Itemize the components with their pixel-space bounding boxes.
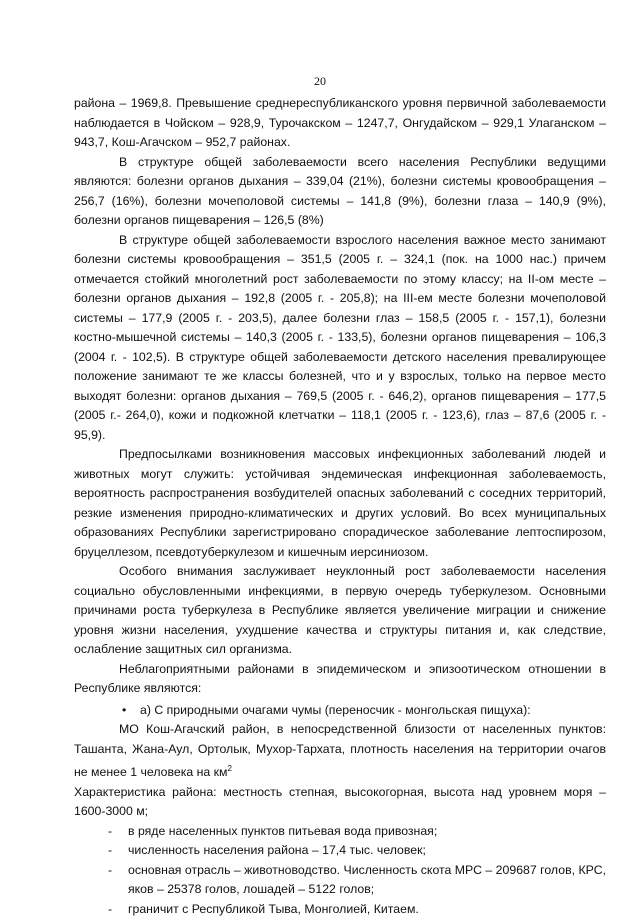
- dash-list: [74, 822, 606, 919]
- characteristic-paragraph: Характеристика района: местность степная, высокогорная, высота над уровнем моря – 1600-3000 м;: [74, 784, 606, 819]
- dash-marker: -: [108, 901, 113, 916]
- list-item-text: граничит с Республикой Тыва, Монголией, Китаем.: [128, 901, 419, 916]
- list-item-text: основная отрасль – животноводство. Численность скота МРС – 209687 голов, КРС, яков – 25378 голов, лошадей – 5122 голов;: [128, 862, 606, 897]
- list-item: [74, 841, 606, 861]
- list-item: [74, 900, 606, 919]
- mo-text: МО Кош-Агачский район, в непосредственной близости от населенных пунктов: Ташанта, Жана-Аул, Ортолык, Мухор-Тархата, плотность населения на территории очагов не менее 1 человека на км: [74, 722, 606, 780]
- paragraph-3: В структуре общей заболеваемости взрослого населения важное место занимают болезни системы кровообращения – 351,5 (2005 г. – 324,1 (пок. на 1000 нас.) причем отмечается стойкий многолетний рост заболеваемости по этому классу; на II-ом месте – болезни органов дыхания – 192,8 (2005 г. - 205,8); на III-ем месте болезни мочеполовой системы – 177,9 (2005 г. - 203,5), далее болезни глаз – 158,5 (2005 г. - 157,1), болезни костно-мышечной системы – 140,3 (2005 г. - 133,5), болезни органов пищеварения – 106,3 (2004 г. - 102,5). В структуре общей заболеваемости детского населения превалирующее положение занимают те же классы болезней, что и у взрослых, только на первое место выходят болезни: органов дыхания – 769,5 (2005 г. - 646,2), органов пищеварения – 177,5 (2005 г.- 264,0), кожи и подкожной клетчатки – 118,1 (2005 г. - 123,6), глаз – 87,6 (2005 г. - 95,9).: [74, 232, 606, 442]
- list-item-text: численность населения района – 17,4 тыс. человек;: [128, 843, 426, 858]
- list-item: [74, 822, 606, 842]
- page-number: 20: [314, 74, 326, 88]
- paragraph-4: Предпосылками возникновения массовых инфекционных заболеваний людей и животных могут служить: устойчивая эндемическая инфекционная заболеваемость, вероятность распространения возбудителей опасных заболеваний с соседних территорий, резкие изменения природно-климатических и других условий. Во всех муниципальных образованиях Республики зарегистрировано спорадическое заболевание лептоспирозом, бруцеллезом, псевдотуберкулезом и кишечным иерсиниозом.: [74, 447, 606, 559]
- document-body: [74, 94, 606, 919]
- bullet-icon: •: [122, 702, 127, 717]
- dash-marker: -: [108, 862, 113, 877]
- paragraph-5: Особого внимания заслуживает неуклонный рост заболеваемости населения социально обусловленными инфекциями, в первую очередь туберкулезом. Основными причинами роста туберкулеза в Республике является увеличение миграции и снижение уровня жизни населения, ухудшение качества и структуры питания и, как следствие, ослабление защитных сил организма.: [74, 564, 606, 656]
- mo-superscript: 2: [227, 764, 232, 773]
- paragraph-1: района – 1969,8. Превышение среднереспубликанского уровня первичной заболеваемости наблюдается в Чойском – 928,9, Турочакском – 1247,7, Онгудайском – 929,1 Улаганском – 943,7, Кош-Агачском – 952,7 районах.: [74, 96, 606, 149]
- list-item-text: в ряде населенных пунктов питьевая вода привозная;: [128, 823, 438, 838]
- paragraph-2: В структуре общей заболеваемости всего населения Республики ведущими являются: болезни органов дыхания – 339,04 (21%), болезни системы кровообращения – 256,7 (16%), болезни мочеполовой системы – 141,8 (9%), болезни глаза – 140,9 (9%), болезни органов пищеварения – 126,5 (8%): [74, 154, 606, 227]
- bullet-text: а) С природными очагами чумы (переносчик - монгольская пищуха):: [140, 702, 531, 717]
- mo-paragraph: [74, 720, 606, 783]
- dash-marker: -: [108, 843, 113, 858]
- dash-marker: -: [108, 823, 113, 838]
- paragraph-6: Неблагоприятными районами в эпидемическом и эпизоотическом отношении в Республике являются:: [74, 661, 606, 695]
- bullet-item: [74, 701, 606, 721]
- list-item: [74, 861, 606, 900]
